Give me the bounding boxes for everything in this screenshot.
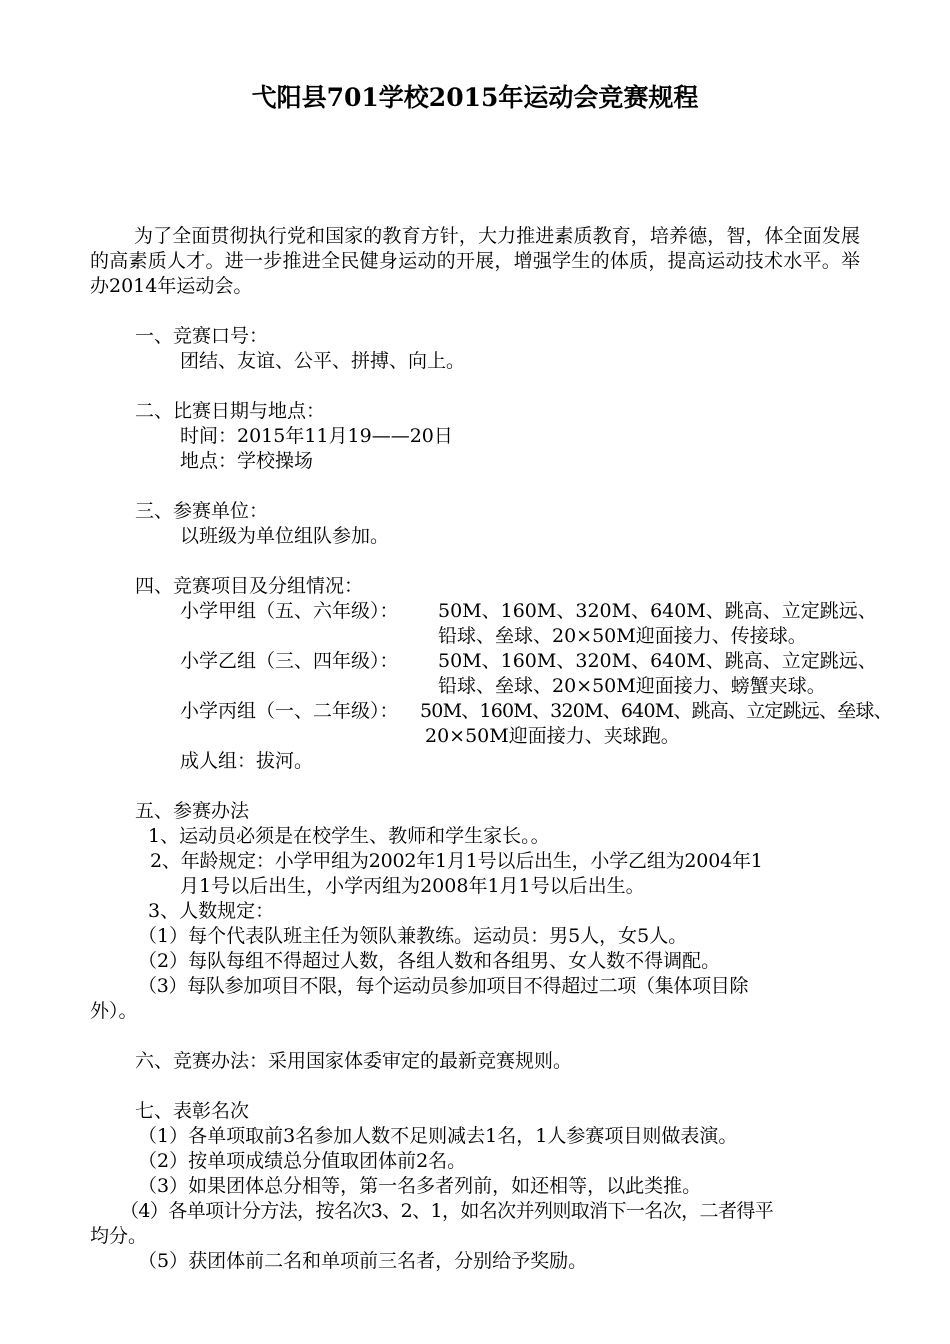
group-3-label: 小学丙组（一、二年级）： [180, 700, 399, 722]
section-5-item-1: 1、运动员必须是在校学生、教师和学生家长。。 [148, 825, 550, 847]
section-7-item-5: （5）获团体前二名和单项前三名者，分别给予奖励。 [138, 1250, 588, 1272]
group-4-adult: 成人组：拔河。 [180, 750, 314, 772]
section-7-item-3: （3）如果团体总分相等，第一名多者列前，如还相等，以此类推。 [138, 1175, 702, 1197]
section-7-item-2: （2）按单项成绩总分值取团体前2名。 [138, 1150, 467, 1172]
section-2-time: 时间：2015年11月19——20日 [180, 425, 453, 447]
section-5-item-3: 3、人数规定： [148, 900, 275, 922]
group-2-events-line1: 50M、160M、320M、640M、跳高、立定跳远、 [438, 650, 877, 672]
section-1-heading: 一、竞赛口号： [135, 325, 269, 347]
section-2-heading: 二、比赛日期与地点： [135, 400, 326, 422]
section-7-heading: 七、表彰名次 [135, 1100, 250, 1122]
group-2-label: 小学乙组（三、四年级）： [180, 650, 399, 672]
section-5-item-3c-line1: （3）每队参加项目不限，每个运动员参加项目不得超过二项（集体项目除 [138, 975, 749, 997]
section-5-item-2-line2: 月1号以后出生，小学丙组为2008年1月1号以后出生。 [180, 875, 645, 897]
section-4-heading: 四、竞赛项目及分组情况： [135, 575, 364, 597]
section-1-slogan: 团结、友谊、公平、拼搏、向上。 [180, 350, 466, 372]
group-3-events-line2: 20×50M迎面接力、夹球跑。 [425, 725, 680, 747]
section-5-item-3c-line2: 外）。 [90, 1000, 138, 1022]
section-5-heading: 五、参赛办法 [135, 800, 250, 822]
document-title: 弋阳县701学校2015年运动会竞赛规程 [251, 83, 699, 112]
group-2-events-line2: 铅球、垒球、20×50M迎面接力、螃蟹夹球。 [438, 675, 826, 697]
section-3-units: 以班级为单位组队参加。 [180, 525, 390, 547]
section-6-heading: 六、竞赛办法：采用国家体委审定的最新竞赛规则。 [135, 1050, 573, 1072]
section-7-item-4-line1: （4）各单项计分方法，按名次3、2、1，如名次并列则取消下一名次，二者得平 [120, 1200, 774, 1222]
group-1-events-line1: 50M、160M、320M、640M、跳高、立定跳远、 [438, 600, 877, 622]
group-1-label: 小学甲组（五、六年级）： [180, 600, 399, 622]
section-3-heading: 三、参赛单位： [135, 500, 269, 522]
intro-paragraph: 为了全面贯彻执行党和国家的教育方针，大力推进素质教育，培养德，智，体全面发展的高素质人才。进一步推进全民健身运动的开展，增强学生的体质，提高运动技术水平。举办2014年运动会。 [90, 225, 860, 297]
section-7-item-1: （1）各单项取前3名参加人数不足则减去1名，1人参赛项目则做表演。 [138, 1125, 738, 1147]
section-7-item-4-line2: 均分。 [90, 1225, 148, 1247]
section-5-item-3b: （2）每队每组不得超过人数，各组人数和各组男、女人数不得调配。 [138, 950, 721, 972]
group-1-events-line2: 铅球、垒球、20×50M迎面接力、传接球。 [438, 625, 807, 647]
section-5-item-3a: （1）每个代表队班主任为领队兼教练。运动员：男5人，女5人。 [138, 925, 688, 947]
section-2-place: 地点：学校操场 [180, 450, 314, 472]
section-5-item-2-line1: 2、年龄规定：小学甲组为2002年1月1号以后出生，小学乙组为2004年1 [150, 850, 763, 872]
group-3-events-line1: 50M、160M、320M、640M、跳高、立定跳远、垒球、 [420, 700, 892, 722]
